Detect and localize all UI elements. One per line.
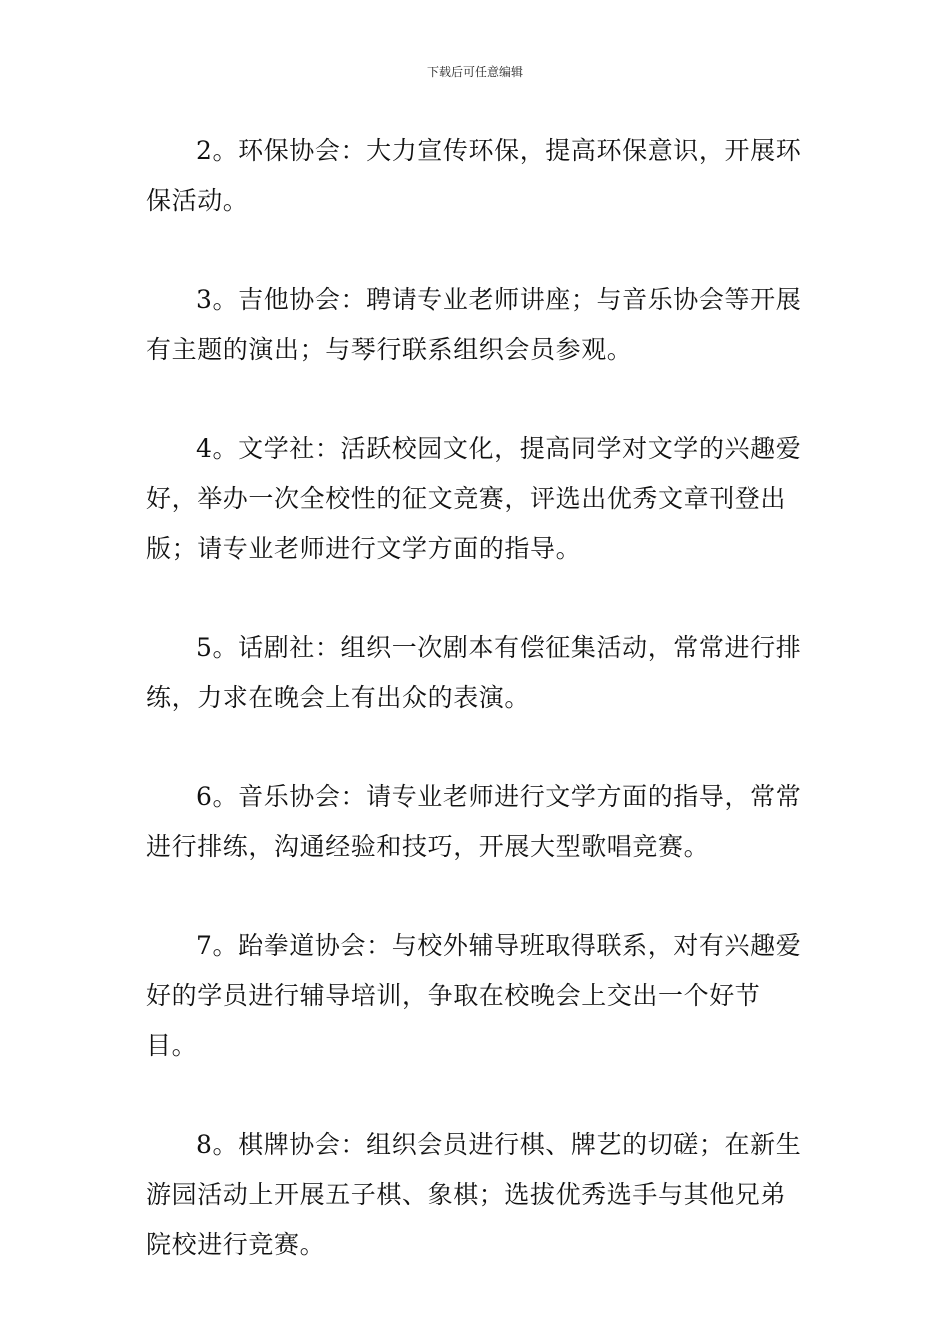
paragraph-literature-society: 4。文学社：活跃校园文化，提高同学对文学的兴趣爱好，举办一次全校性的征文竞赛，评选出优秀文章刊登出版；请专业老师进行文学方面的指导。	[146, 434, 802, 563]
page-header: 下载后可任意编辑	[426, 65, 523, 79]
paragraph-drama-society: 5。话剧社：组织一次剧本有偿征集活动，常常进行排练，力求在晚会上有出众的表演。	[146, 633, 802, 712]
paragraph-guitar-association: 3。吉他协会：聘请专业老师讲座；与音乐协会等开展有主题的演出；与琴行联系组织会员参观。	[146, 285, 802, 364]
paragraph-environment-association: 2。环保协会：大力宣传环保，提高环保意识，开展环保活动。	[146, 136, 802, 215]
paragraph-music-association: 6。音乐协会：请专业老师进行文学方面的指导，常常进行排练，沟通经验和技巧，开展大型歌唱竞赛。	[146, 782, 802, 861]
paragraph-taekwondo-association: 7。跆拳道协会：与校外辅导班取得联系，对有兴趣爱好的学员进行辅导培训，争取在校晚会上交出一个好节目。	[146, 931, 802, 1060]
document-body	[146, 126, 806, 1270]
paragraph-chess-card-association: 8。棋牌协会：组织会员进行棋、牌艺的切磋；在新生游园活动上开展五子棋、象棋；选拔优秀选手与其他兄弟院校进行竞赛。	[146, 1130, 802, 1259]
